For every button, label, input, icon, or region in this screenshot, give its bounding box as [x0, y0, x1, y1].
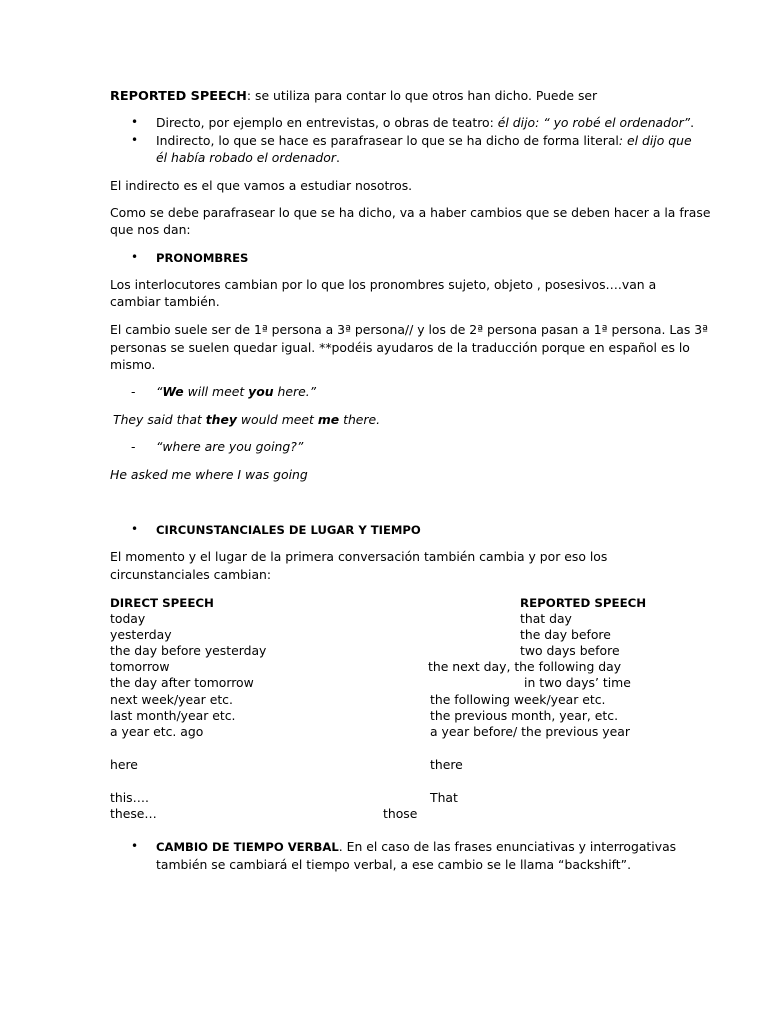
table-row-right: the day before	[520, 627, 611, 642]
p-indirecto: El indirecto es el que vamos a estudiar nosotros.	[110, 178, 413, 193]
p-como-2: que nos dan:	[110, 222, 191, 237]
table-row-right: that day	[520, 611, 572, 626]
p-inter-1: Los interlocutores cambian por lo que los pronombres sujeto, objeto , posesivos….van a	[110, 277, 657, 292]
table-row-right: the next day, the following day	[428, 659, 622, 674]
p-cambio-3: mismo.	[110, 357, 156, 372]
ex1-quote: “	[156, 384, 163, 399]
bullet-icon: •	[131, 839, 139, 853]
ex1r-mid: would meet	[236, 412, 318, 427]
example-1	[156, 384, 316, 400]
table-row-left: last month/year etc.	[110, 708, 236, 723]
table-row-right: in two days’ time	[524, 675, 631, 690]
intro-line	[110, 88, 597, 105]
bullet-icon: •	[131, 250, 139, 264]
p-cambio-2: personas se suelen quedar igual. **podéis ayudaros de la traducción porque en español es lo	[110, 340, 690, 355]
type-indirect-line2	[156, 150, 340, 166]
section-circunstanciales: CIRCUNSTANCIALES DE LUGAR Y TIEMPO	[156, 523, 421, 537]
table-head-reported: REPORTED SPEECH	[520, 596, 647, 610]
p-inter-2: cambiar también.	[110, 294, 220, 309]
table-row-right: a year before/ the previous year	[430, 724, 630, 739]
type-direct-text: Directo, por ejemplo en entrevistas, o obras de teatro:	[156, 115, 498, 130]
ex1-mid: will meet	[183, 384, 249, 399]
example-2-reported: He asked me where I was going	[110, 467, 308, 482]
ex1r-me: me	[317, 412, 340, 427]
table-row-right: That	[430, 790, 458, 805]
ex1-you: you	[248, 384, 274, 399]
dash-1: -	[131, 384, 136, 399]
p-cambio-1: El cambio suele ser de 1ª persona a 3ª persona// y los de 2ª persona pasan a 1ª persona. Las 3ª	[110, 322, 709, 337]
type-direct-end: .	[690, 115, 695, 130]
type-indirect-text: Indirecto, lo que se hace es parafrasear lo que se ha dicho de forma literal	[156, 133, 619, 148]
table-row-left: these…	[110, 806, 157, 821]
section-verbal	[156, 839, 676, 855]
table-row-left: the day after tomorrow	[110, 675, 254, 690]
type-indirect-example: : el dijo que	[618, 133, 692, 148]
section-verbal-title: CAMBIO DE TIEMPO VERBAL	[156, 840, 339, 854]
table-row-right: two days before	[520, 643, 620, 658]
section-verbal-line2: también se cambiará el tiempo verbal, a ese cambio se le llama “backshift”.	[156, 857, 632, 872]
ex1-end: here.”	[273, 384, 317, 399]
table-head-direct: DIRECT SPEECH	[110, 596, 214, 610]
section-verbal-text: . En el caso de las frases enunciativas y interrogativas	[338, 839, 677, 854]
table-row-left: yesterday	[110, 627, 172, 642]
p-como-1: Como se debe parafrasear lo que se ha dicho, va a haber cambios que se deben hacer a la frase	[110, 205, 711, 220]
ex1r-they: they	[205, 412, 237, 427]
table-row-left: today	[110, 611, 146, 626]
type-direct	[156, 115, 694, 131]
table-row-left: this….	[110, 790, 149, 805]
ex1-we: We	[162, 384, 184, 399]
table-row-left: a year etc. ago	[110, 724, 204, 739]
type-indirect-example-2: él había robado el ordenador	[156, 150, 336, 165]
intro-text: : se utiliza para contar lo que otros han dicho. Puede ser	[246, 88, 598, 103]
p-momento-1: El momento y el lugar de la primera conversación también cambia y por eso los	[110, 549, 608, 564]
table-row-right: the previous month, year, etc.	[430, 708, 619, 723]
table-row-right: those	[383, 806, 418, 821]
ex1r-pre: They said that	[113, 412, 206, 427]
type-indirect-end: .	[335, 150, 340, 165]
p-momento-2: circunstanciales cambian:	[110, 567, 272, 582]
table-row-left: next week/year etc.	[110, 692, 233, 707]
bullet-icon: •	[131, 133, 139, 147]
bullet-icon: •	[131, 115, 139, 129]
doc-title: REPORTED SPEECH	[110, 89, 247, 104]
table-row-right: there	[430, 757, 463, 772]
example-1-reported	[113, 412, 380, 428]
table-row-left: here	[110, 757, 138, 772]
ex1r-end: there.	[339, 412, 381, 427]
bullet-icon: •	[131, 522, 139, 536]
table-row-left: tomorrow	[110, 659, 170, 674]
section-pronombres: PRONOMBRES	[156, 251, 249, 265]
type-indirect	[156, 133, 692, 149]
example-2: “where are you going?”	[156, 439, 304, 454]
type-direct-example: él dijo: “ yo robé el ordenador”	[497, 115, 691, 130]
dash-2: -	[131, 439, 136, 454]
table-row-right: the following week/year etc.	[430, 692, 606, 707]
table-row-left: the day before yesterday	[110, 643, 267, 658]
